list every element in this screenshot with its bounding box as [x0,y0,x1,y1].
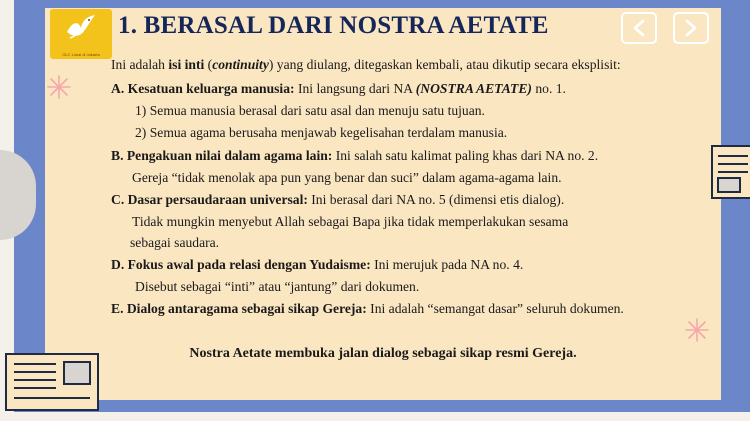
item-b-label: B. Pengakuan nilai dalam agama lain: [111,148,333,163]
item-a-text: Ini langsung dari NA [294,81,416,96]
item-d-label: D. Fokus awal pada relasi dengan Yudaisme: [111,257,371,272]
title-text: BERASAL DARI NOSTRA AETATE [143,12,549,39]
item-a [111,82,566,96]
item-a-sub-2: 2) Semua agama berusaha menjawab kegelisahan terdalam manusia. [135,125,508,140]
chevron-left-icon [632,19,646,37]
logo [50,9,112,59]
item-d-text: Ini merujuk pada NA no. 4. [370,257,524,272]
item-c-text: Ini berasal dari NA no. 5 (dimensi etis dialog). [307,192,565,207]
item-b-text: Ini salah satu kalimat paling khas dari NA no. 2. [332,148,599,163]
item-e-label: E. Dialog antaragama sebagai sikap Gereja: [111,301,367,316]
sparkle-icon [684,317,710,343]
intro-term: continuity [212,57,269,72]
item-a-label: A. Kesatuan keluarga manusia: [111,81,295,96]
item-a-text-end: no. 1. [531,81,566,96]
item-c-sub-2: sebagai saudara. [130,235,220,250]
intro-paren: ( [204,57,213,72]
next-slide-button[interactable] [673,12,709,44]
item-c-sub-1: Tidak mungkin menyebut Allah sebagai Bapa jika tidak memperlakukan sesama [132,214,569,229]
conclusion-text: Nostra Aetate membuka jalan dialog sebagai sikap resmi Gereja. [189,346,577,361]
intro-bold: isi inti [168,57,205,72]
prev-slide-button[interactable] [621,12,657,44]
item-c [111,193,564,207]
document-illustration-icon [4,350,100,412]
sparkle-icon [46,74,72,100]
item-b [111,149,598,163]
item-c-label: C. Dasar persaudaraan universal: [111,192,308,207]
item-d-sub-1: Disebut sebagai “inti” atau “jantung” dari dokumen. [135,279,420,294]
title-number: 1. [118,12,138,39]
item-a-term: (NOSTRA AETATE) [415,81,532,96]
intro-pre: Ini adalah [111,57,169,72]
item-a-sub-1: 1) Semua manusia berasal dari satu asal dan menuju satu tujuan. [135,103,485,118]
intro-line [111,58,621,72]
item-e-text: Ini adalah “semangat dasar” seluruh dokumen. [366,301,624,316]
item-e [111,302,624,316]
intro-post: ) yang diulang, ditegaskan kembali, atau dikutip secara eksplisit: [268,57,621,72]
logo-caption: OLC Lokal di Jakarta [62,52,100,57]
item-d [111,258,523,272]
document-illustration-icon [708,142,750,202]
chevron-right-icon [684,19,698,37]
page-title [118,12,549,40]
item-b-sub-1: Gereja “tidak menolak apa pun yang benar dan suci” dalam agama-agama lain. [132,170,562,185]
dove-icon [64,14,98,44]
